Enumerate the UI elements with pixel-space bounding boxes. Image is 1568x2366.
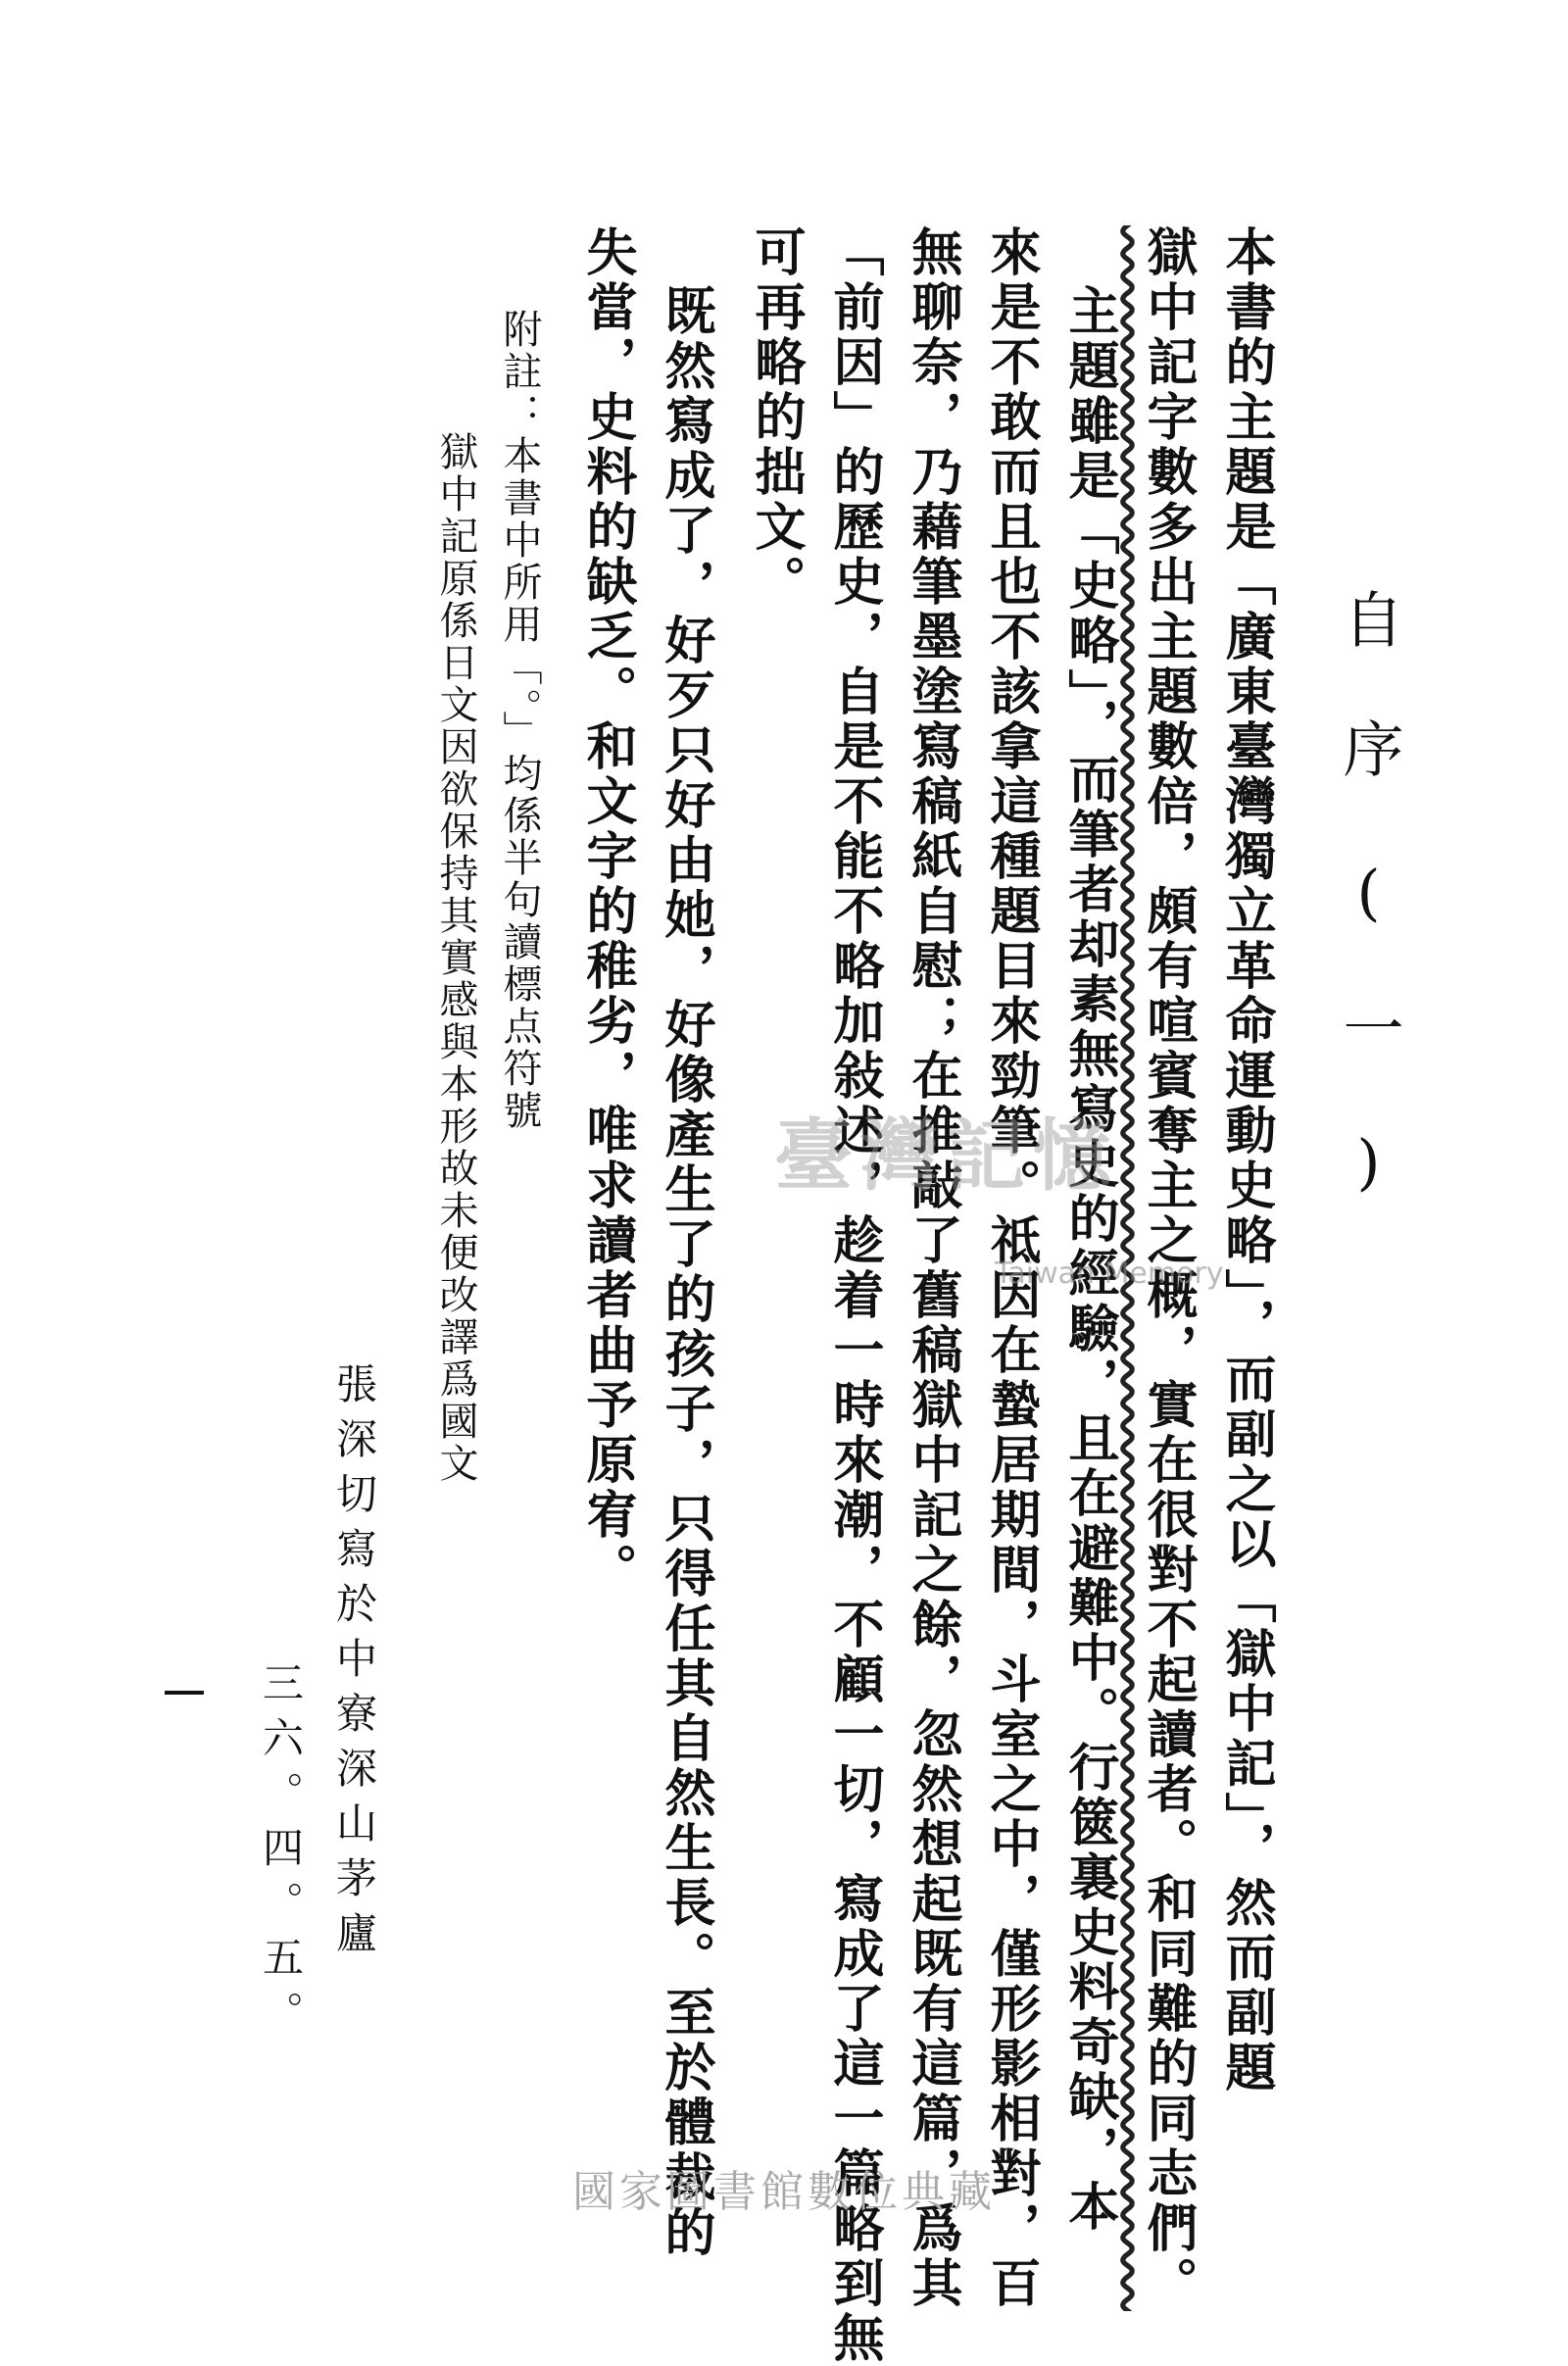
page-title xyxy=(1333,588,1404,1266)
body-column-2: 獄中記字數多出主題數倍，頗有喧賓奪主之概，實在很對不起讀者。和同難的同志們。 xyxy=(1138,225,1198,2311)
title-number: (一) xyxy=(1333,857,1404,1266)
body-column-7: 可再略的拙文。 xyxy=(746,225,806,610)
note-column-2: 獄中記原係日文因欲保持其實感與本形故未便改譯爲國文 xyxy=(433,431,478,1485)
title-text: 自序 xyxy=(1333,588,1404,847)
body-column-9: 失當，史料的缺乏。和文字的稚劣，唯求讀者曲予原宥。 xyxy=(577,225,637,1598)
page-number xyxy=(165,1691,204,1695)
watermark-english: Taiwan Memory xyxy=(995,1257,1224,1291)
body-column-6: 「前因」的歷史，自是不能不略加敍述，趁着一時來潮，不顧一切，寫成了這一篇略到無 xyxy=(824,225,884,2366)
body-column-3: 主題雖是「史略」，而筆者却素無寫史的經驗，且在避難中。行篋裏史料奇缺，本 xyxy=(1059,284,1119,2235)
footer-attribution: 國家圖書館數位典藏 xyxy=(572,2167,996,2217)
body-column-5: 無聊奈，乃藉筆墨塗寫稿紙自慰；在推敲了舊稿獄中記之餘，忽然想起既有這篇，爲其 xyxy=(903,225,962,2311)
body-column-8: 既然寫成了，好歹只好由她，好像產生了的孩子，只得任其自然生長。至於體裁的 xyxy=(656,284,715,2260)
body-column-1: 本書的主題是「廣東臺灣獨立革命運動史略」，而副之以「獄中記」，然而副題 xyxy=(1216,225,1276,2095)
author-signature: 張深切寫於中寮深山茅廬 xyxy=(330,1362,378,1966)
body-column-4: 來是不敢而且也不該拿這種題目來勁筆。祗因在蟄居期間，斗室之中，僅形影相對，百 xyxy=(981,225,1041,2311)
watermark-logo: 臺灣記憶 xyxy=(774,1110,1119,1202)
date-line: 三六。四。五。 xyxy=(257,1661,305,2046)
note-column-1: 附註：本書中所用「。」均係半句讀標点符號 xyxy=(497,309,542,1132)
